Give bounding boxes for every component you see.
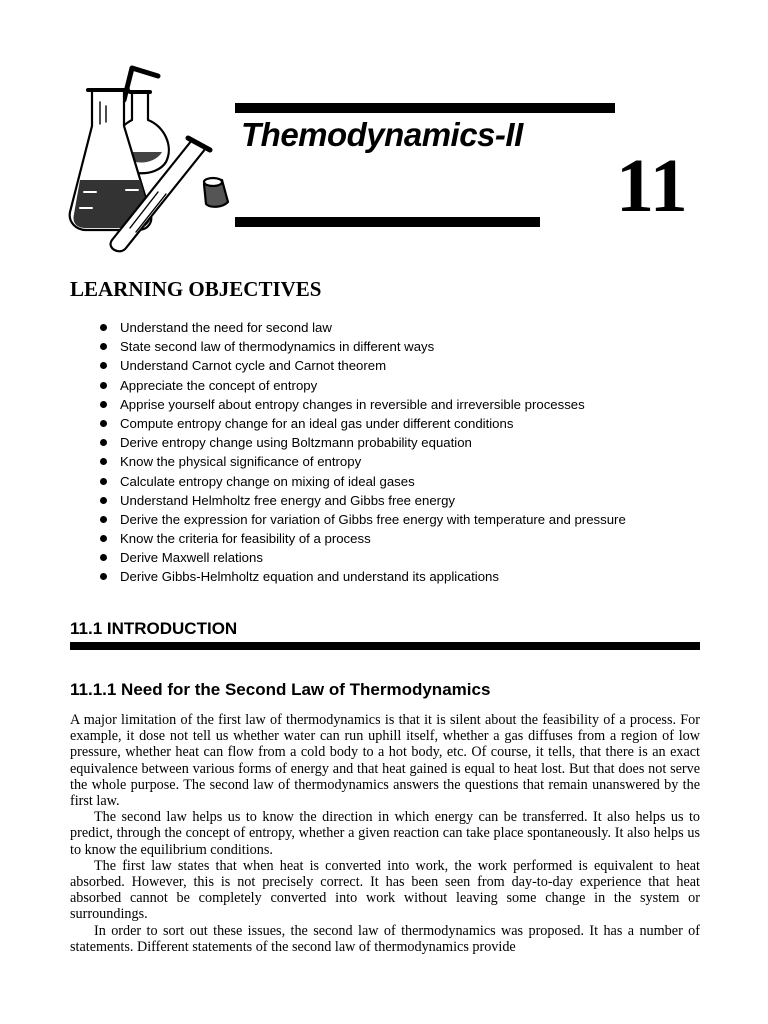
paragraph: The second law helps us to know the direction in which energy can be transferred. It also helps us to predict, through the concept of entropy, whether a given reaction can take place spontaneously. It also helps us to know the equilibrium conditions. bbox=[70, 809, 700, 858]
bullet-icon bbox=[100, 554, 107, 561]
bullet-icon bbox=[100, 420, 107, 427]
bullet-icon bbox=[100, 497, 107, 504]
header-rule-bottom bbox=[235, 217, 540, 227]
learning-objectives-heading: LEARNING OBJECTIVES bbox=[70, 277, 322, 301]
bullet-icon bbox=[100, 478, 107, 485]
list-item: Derive Gibbs-Helmholtz equation and understand its applications bbox=[100, 567, 626, 586]
list-item: Calculate entropy change on mixing of ideal gases bbox=[100, 472, 626, 491]
bullet-icon bbox=[100, 382, 107, 389]
bullet-icon bbox=[100, 401, 107, 408]
list-item: Appreciate the concept of entropy bbox=[100, 376, 626, 395]
list-item: Derive entropy change using Boltzmann probability equation bbox=[100, 433, 626, 452]
list-item: Derive Maxwell relations bbox=[100, 548, 626, 567]
list-item: Compute entropy change for an ideal gas under different conditions bbox=[100, 414, 626, 433]
bullet-icon bbox=[100, 343, 107, 350]
list-item: Derive the expression for variation of Gibbs free energy with temperature and pressure bbox=[100, 510, 626, 529]
list-item: Understand Carnot cycle and Carnot theorem bbox=[100, 356, 626, 375]
bullet-icon bbox=[100, 439, 107, 446]
list-item: Know the criteria for feasibility of a process bbox=[100, 529, 626, 548]
list-item: Apprise yourself about entropy changes in reversible and irreversible processes bbox=[100, 395, 626, 414]
bullet-icon bbox=[100, 324, 107, 331]
bullet-icon bbox=[100, 362, 107, 369]
learning-objectives-list bbox=[100, 318, 626, 587]
list-item: Know the physical significance of entropy bbox=[100, 452, 626, 471]
lab-glassware-illustration bbox=[66, 62, 236, 254]
paragraph: In order to sort out these issues, the second law of thermodynamics was proposed. It has a number of statements. Different statements of the second law of thermodynamics provide bbox=[70, 922, 700, 955]
paragraph: The first law states that when heat is converted into work, the work performed is equivalent to heat absorbed. However, this is not precisely correct. It has been seen from day-to-day experience that heat absorbed cannot be completely converted into work without leaving some change in the system or surroundings. bbox=[70, 857, 700, 923]
body-text bbox=[70, 712, 700, 955]
bullet-icon bbox=[100, 573, 107, 580]
bullet-icon bbox=[100, 458, 107, 465]
list-item: Understand Helmholtz free energy and Gibbs free energy bbox=[100, 491, 626, 510]
paragraph: A major limitation of the first law of thermodynamics is that it is silent about the feasibility of a process. For example, it dose not tell us whether water can run uphill itself, whether a gas diffuses from a region of low pressure, whether heat can flow from a cold body to a hot body, etc. Of course, it tells, that there is an exact equivalence between various forms of energy and that heat gained is equal to heat lost. But that does not serve the whole purpose. The second law of thermodynamics answers the questions that remain unanswered by the first law. bbox=[70, 712, 700, 810]
section-rule bbox=[70, 642, 700, 650]
subsection-heading: 11.1.1 Need for the Second Law of Thermodynamics bbox=[70, 680, 491, 699]
list-item: State second law of thermodynamics in different ways bbox=[100, 337, 626, 356]
section-heading: 11.1 INTRODUCTION bbox=[70, 619, 238, 638]
chapter-number: 11 bbox=[616, 144, 688, 228]
chapter-title: Themodynamics-II bbox=[241, 116, 523, 153]
header-rule-top bbox=[235, 103, 615, 113]
list-item: Understand the need for second law bbox=[100, 318, 626, 337]
bullet-icon bbox=[100, 516, 107, 523]
bullet-icon bbox=[100, 535, 107, 542]
